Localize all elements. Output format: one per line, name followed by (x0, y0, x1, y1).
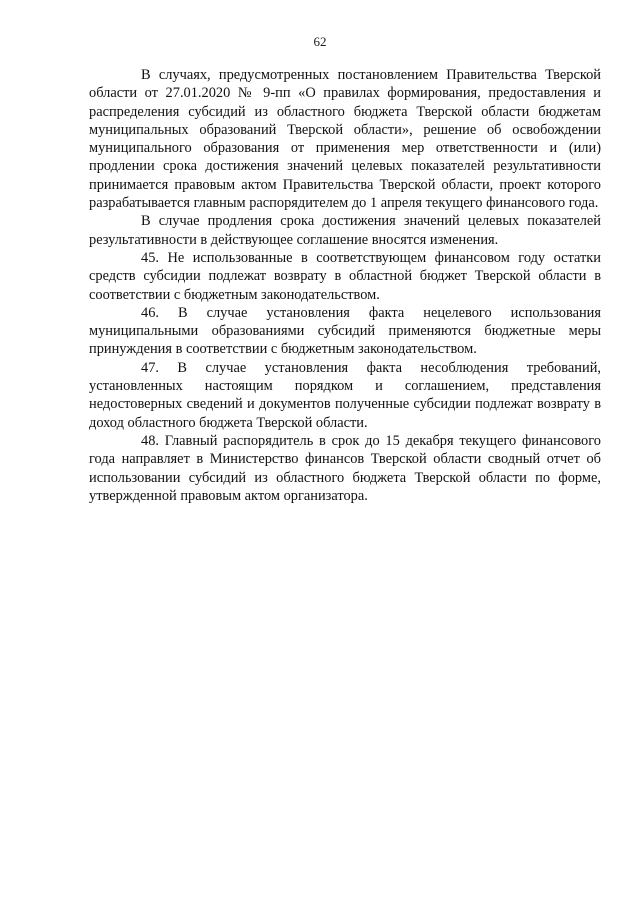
paragraph-agreement-changes: В случае продления срока достижения значений целевых показателей результативности в действующее соглашение вносятся изменения. (89, 213, 601, 248)
paragraph-item-45: 45. Не использованные в соответствующем финансовом году остатки средств субсидии подлежат возврату в областной бюджет Тверской области в соответствии с бюджетным законодательством. (89, 249, 601, 303)
document-body (89, 66, 601, 505)
paragraph-item-46: 46. В случае установления факта нецелевого использования муниципальными образованиями субсидий применяются бюджетные меры принуждения в соответствии с бюджетным законодательством. (89, 304, 601, 358)
paragraph-exemption-decision: В случаях, предусмотренных постановлением Правительства Тверской области от 27.01.2020 № 9-пп «О правилах формирования, предоставления и распределения субсидий из областного бюджета Тверской области бюджетам муниципальных образований Тверской области», решение об освобождении муниципального образования от применения мер ответственности и (или) продлении срока достижения значений целевых показателей результативности принимается правовым актом Правительства Тверской области, проект которого разрабатывается главным распорядителем до 1 апреля текущего финансового года. (89, 67, 601, 212)
page-number: 62 (313, 34, 327, 49)
paragraph-item-47: 47. В случае установления факта несоблюдения требований, установленных настоящим порядком и соглашением, представления недостоверных сведений и документов полученные субсидии подлежат возврату в доход областного бюджета Тверской области. (89, 359, 601, 431)
paragraph-item-48: 48. Главный распорядитель в срок до 15 декабря текущего финансового года направляет в Министерство финансов Тверской области сводный отчет об использовании субсидий из областного бюджета Тверской области по форме, утвержденной правовым актом организатора. (89, 432, 601, 504)
